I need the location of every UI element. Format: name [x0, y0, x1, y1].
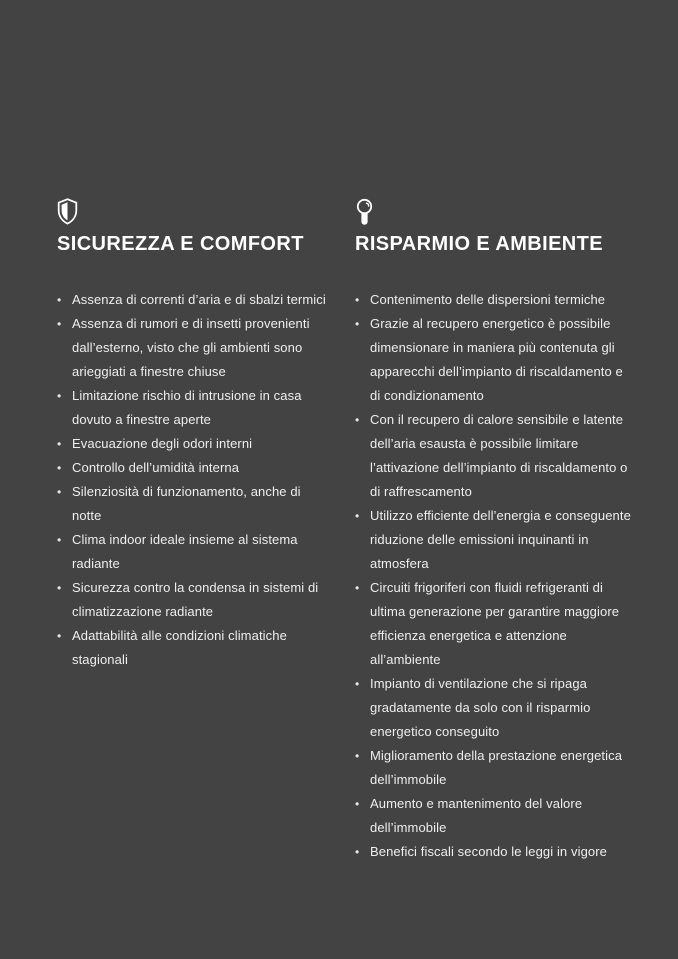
list-item: [57, 528, 333, 576]
list-item: [355, 312, 631, 408]
bullet-icon: •: [355, 845, 360, 859]
list-item: [355, 840, 631, 864]
column-risparmio-ambiente: [355, 198, 631, 864]
shield-icon: [57, 198, 333, 228]
benefits-list: [57, 288, 333, 672]
list-item-text: Benefici fiscali secondo le leggi in vigore: [370, 844, 607, 859]
list-item-text: Aumento e mantenimento del valore dell’immobile: [370, 796, 583, 835]
lightbulb-icon: [355, 198, 631, 228]
bullet-icon: •: [57, 437, 62, 451]
column-sicurezza-comfort: [57, 198, 333, 864]
list-item-text: Con il recupero di calore sensibile e latente dell’aria esausta è possibile limitare l’attivazione dell’impianto di riscaldamento o di raffrescamento: [370, 412, 628, 499]
bullet-icon: •: [57, 461, 62, 475]
list-item: [57, 456, 333, 480]
bullet-icon: •: [355, 677, 360, 691]
list-item: [355, 744, 631, 792]
list-item-text: Adattabilità alle condizioni climatiche stagionali: [72, 628, 287, 667]
list-item: [57, 480, 333, 528]
list-item: [355, 672, 631, 744]
list-item: [57, 624, 333, 672]
bullet-icon: •: [57, 317, 62, 331]
benefits-list: [355, 288, 631, 864]
bullet-icon: •: [355, 797, 360, 811]
bullet-icon: •: [57, 533, 62, 547]
list-item-text: Miglioramento della prestazione energetica dell’immobile: [370, 748, 623, 787]
column-title: RISPARMIO E AMBIENTE: [355, 233, 604, 255]
list-item-text: Limitazione rischio di intrusione in casa dovuto a finestre aperte: [72, 388, 302, 427]
list-item: [57, 384, 333, 432]
list-item: [355, 792, 631, 840]
bullet-icon: •: [355, 317, 360, 331]
bullet-icon: •: [355, 413, 360, 427]
list-item-text: Impianto di ventilazione che si ripaga gradatamente da solo con il risparmio energetico conseguito: [370, 676, 591, 739]
bullet-icon: •: [57, 293, 62, 307]
column-title: SICUREZZA E COMFORT: [57, 233, 304, 255]
bullet-icon: •: [57, 581, 62, 595]
list-item: [355, 576, 631, 672]
list-item-text: Grazie al recupero energetico è possibile dimensionare in maniera più contenuta gli apparecchi dell’impianto di riscaldamento e di condizionamento: [370, 316, 623, 403]
list-item: [57, 576, 333, 624]
bullet-icon: •: [57, 485, 62, 499]
list-item-text: Evacuazione degli odori interni: [72, 436, 253, 451]
list-item-text: Assenza di correnti d’aria e di sbalzi termici: [72, 292, 326, 307]
list-item-text: Utilizzo efficiente dell’energia e conseguente riduzione delle emissioni inquinanti in atmosfera: [370, 508, 631, 571]
list-item: [355, 504, 631, 576]
bullet-icon: •: [355, 581, 360, 595]
list-item: [57, 312, 333, 384]
list-item-text: Silenziosità di funzionamento, anche di notte: [72, 484, 301, 523]
list-item-text: Sicurezza contro la condensa in sistemi di climatizzazione radiante: [72, 580, 319, 619]
list-item-text: Clima indoor ideale insieme al sistema radiante: [72, 532, 298, 571]
list-item-text: Circuiti frigoriferi con fluidi refrigeranti di ultima generazione per garantire maggiore efficienza energetica e attenzione all’ambiente: [370, 580, 620, 667]
list-item: [57, 288, 333, 312]
bullet-icon: •: [355, 293, 360, 307]
bullet-icon: •: [57, 389, 62, 403]
bullet-icon: •: [57, 629, 62, 643]
list-item: [355, 288, 631, 312]
list-item-text: Controllo dell’umidità interna: [72, 460, 240, 475]
list-item-text: Contenimento delle dispersioni termiche: [370, 292, 606, 307]
benefits-columns: [57, 198, 631, 864]
list-item: [57, 432, 333, 456]
list-item-text: Assenza di rumori e di insetti provenienti dall’esterno, visto che gli ambienti sono arieggiati a finestre chiuse: [72, 316, 310, 379]
bullet-icon: •: [355, 509, 360, 523]
bullet-icon: •: [355, 749, 360, 763]
list-item: [355, 408, 631, 504]
